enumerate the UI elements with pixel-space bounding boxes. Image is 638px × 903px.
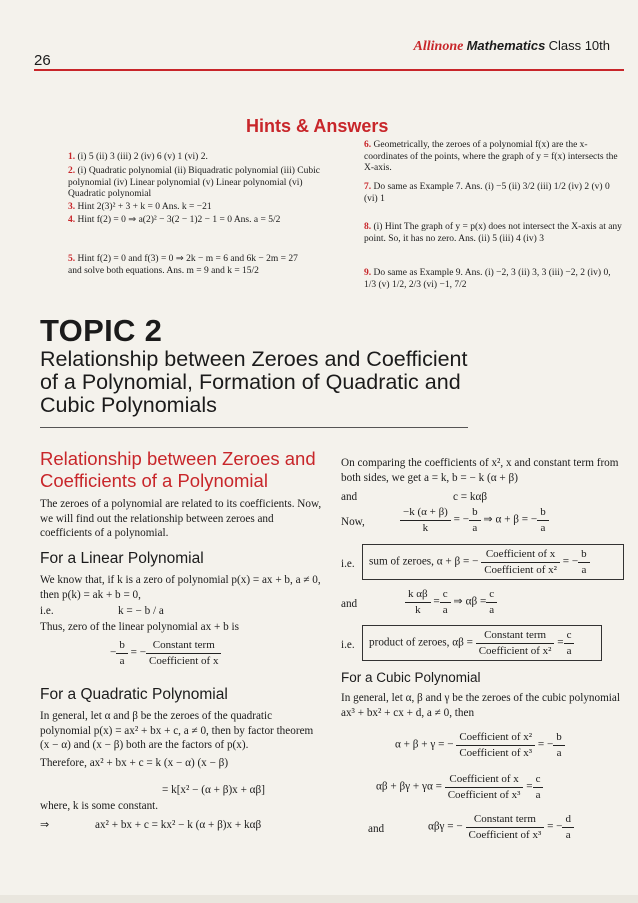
hint-item: 1. (i) 5 (ii) 3 (iii) 2 (iv) 6 (v) 1 (vi) 2. (68, 152, 208, 162)
ie-label: i.e. (341, 639, 355, 651)
hint-item: 2. (i) Quadratic polynomial (ii) Biquadratic polynomial (iii) Cubic polynomial (iv) Linear polynomial (v) Linear polynomial (vi) Quadratic polynomial (68, 166, 320, 199)
linear-title: For a Linear Polynomial (40, 550, 204, 567)
quadratic-expanded: = k[x² − (α + β)x + αβ] (162, 784, 265, 796)
linear-thus: Thus, zero of the linear polynomial ax + b is (40, 621, 239, 633)
cubic-product-formula: αβγ = − $\frac{\text{Constant term}}{\text{Coefficient of x³}}$ = − $\frac{d}{a}$ (428, 812, 574, 842)
now-label: Now, (341, 516, 365, 528)
topic-rule (40, 427, 468, 428)
hint-item: 7. Do same as Example 7. Ans. (i) −5 (ii) 3/2 (iii) 1/2 (iv) 2 (v) 0 (vi) 1 (364, 182, 610, 204)
topic-subtitle: Relationship between Zeroes and Coefficient of a Polynomial, Formation of Quadratic and Cubic Polynomials (40, 347, 468, 417)
cubic-title: For a Cubic Polynomial (341, 670, 481, 685)
hint-item: 5. Hint f(2) = 0 and f(3) = 0 ⇒ 2k − m = 6 and 6k − 2m = 27 and solve both equations. Ans. m = 9 and k = 15/2 (68, 254, 298, 276)
class-label: Class 10th (548, 38, 610, 53)
product-formula: $\frac{\text{k αβ}}{k}$ = $\frac{c}{a}$ ⇒ αβ = $\frac{c}{a}$ (405, 587, 497, 617)
ie-label: i.e. (341, 558, 355, 570)
hint-item: 9. Do same as Example 9. Ans. (i) −2, 3 (ii) 3, 3 (iii) −2, 2 (iv) 0, 1/3 (v) 1/2, 2/3 (vi) −1, 7/2 (364, 268, 611, 290)
header-rule (34, 69, 624, 71)
comparing-text: On comparing the coefficients of x², x and constant term from both sides, we get a = k, b = − k (α + β) (341, 457, 619, 484)
linear-zero-formula: − $\frac{b}{a}$ = − $\frac{\text{Constant term}}{\text{Coefficient of x}}$ (110, 638, 221, 668)
page-footer (0, 895, 638, 903)
brand-logo: Allinone (413, 39, 464, 54)
quadratic-compare: ax² + bx + c = kx² − k (α + β)x + kαβ (95, 819, 262, 831)
hint-item: 4. Hint f(2) = 0 ⇒ a(2)² − 3(2 − 1)2 − 1 = 0 Ans. a = 5/2 (68, 215, 281, 225)
quadratic-text: In general, let α and β be the zeroes of the quadratic polynomial p(x) = ax² + bx + c, a ≠ 0, then by factor theorem (x − α) and (x − β) both are the factors of p(x). (40, 710, 314, 751)
quadratic-where: where, k is some constant. (40, 800, 159, 812)
quadratic-therefore: Therefore, ax² + bx + c = k (x − α) (x − β) (40, 757, 229, 769)
now-formula: $\frac{-k (\alpha + \beta)}{k}$ = − $\frac{b}{a}$ ⇒ α + β = − $\frac{b}{a}$ (400, 505, 549, 535)
implies-symbol: ⇒ (40, 819, 50, 831)
section-title: Relationship between Zeroes and Coefficients of a Polynomial (40, 448, 316, 491)
intro-paragraph: The zeroes of a polynomial are related to its coefficients. Now, we will find out the relationship between zeroes and coefficients of a polynomial. (40, 498, 322, 539)
linear-text: We know that, if k is a zero of polynomial p(x) = ax + b, a ≠ 0, then p(k) = ak + b = 0, (40, 574, 321, 601)
hint-item: 3. Hint 2(3)² + 3 + k = 0 Ans. k = −21 (68, 202, 212, 212)
quadratic-title: For a Quadratic Polynomial (40, 686, 228, 703)
hint-item: 8. (i) Hint The graph of y = p(x) does not intersect the X-axis at any point. So, it has no zero. Ans. (ii) 5 (iii) 4 (iv) 3 (364, 222, 622, 244)
cubic-text: In general, let α, β and γ be the zeroes of the cubic polynomial ax³ + bx² + cx + d, a ≠ 0, then (341, 692, 620, 719)
and-label: and (341, 598, 358, 610)
and-label: and (341, 491, 358, 503)
cubic-pair-formula: αβ + βγ + γα = $\frac{\text{Coefficient of x}}{\text{Coefficient of x³}}$ = $\frac{c}{a}$ (376, 772, 543, 802)
cubic-sum-formula: α + β + γ = − $\frac{\text{Coefficient of x²}}{\text{Coefficient of x³}}$ = − $\frac{b}{a}$ (395, 730, 565, 760)
header-brand (414, 38, 610, 55)
c-equation: c = kαβ (453, 491, 488, 503)
product-of-zeroes-box: product of zeroes, αβ = $\frac{\text{Constant term}}{\text{Coefficient of x²}}$ = $\frac{c}{a}$ (362, 625, 602, 661)
and-label: and (368, 823, 385, 835)
sum-of-zeroes-box: sum of zeroes, α + β = − $\frac{\text{Coefficient of x}}{\text{Coefficient of x²}}$ = − $\frac{b}{a}$ (362, 544, 624, 580)
hint-item: 6. Geometrically, the zeroes of a polynomial f(x) are the x-coordinates of the points, where the graph of y = f(x) intersects the X-axis. (364, 140, 618, 173)
ie-label: i.e. (40, 605, 54, 617)
linear-equation: k = − b / a (118, 605, 164, 617)
page-number: 26 (34, 52, 51, 69)
hints-title: Hints & Answers (246, 116, 389, 136)
subject-label: Mathematics (466, 38, 546, 53)
topic-label: TOPIC 2 (40, 313, 163, 348)
